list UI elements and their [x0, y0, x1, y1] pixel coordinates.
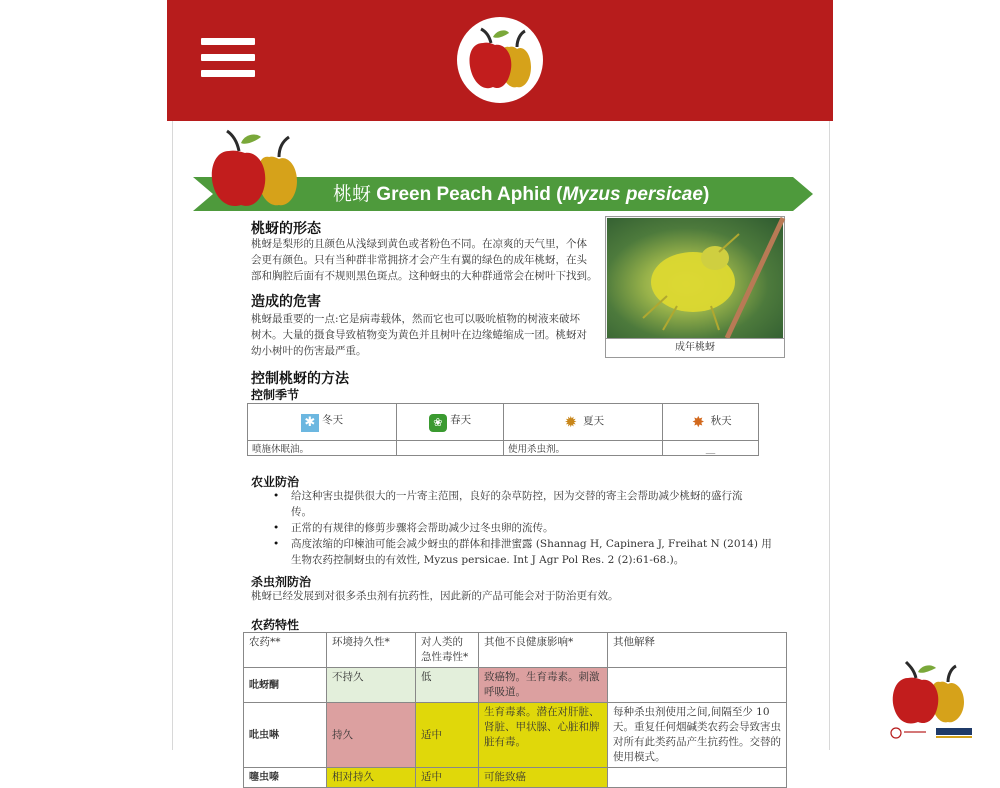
menu-icon[interactable]: [201, 38, 255, 78]
pesticide-name: 噻虫嗪: [244, 768, 327, 788]
list-item: • 给这种害虫提供很大的一片寄主范围，良好的杂草防控，因为交替的寄主会帮助减少桃蚜的盛行流 传。: [273, 488, 773, 520]
photo-caption: 成年桃蚜: [606, 338, 784, 357]
corner-apple-icon: [888, 660, 978, 726]
morphology-text: 桃蚜是梨形的且颜色从浅绿到黄色或者粉色不同。在凉爽的天气里，个体 会更有颜色。只有当种群非常拥挤才会产生有翼的绿色的成年桃蚜，在头 部和胸腔后面有不规则黑色斑点。这种蚜虫的大种群通常会在树叶下找到。: [251, 238, 598, 282]
insecticide-text: 桃蚜已经发展到对很多杀虫剂有抗药性，因此新的产品可能会对于防治更有效。: [251, 590, 619, 602]
pesticide-name: 吡虫啉: [244, 703, 327, 768]
document-page: [172, 121, 830, 783]
persistence-cell: 不持久: [327, 668, 416, 703]
maple-leaf-icon: ✸: [692, 413, 705, 431]
pesticide-heading: 农药特性: [251, 618, 300, 632]
aphid-image: [607, 218, 783, 338]
page-title: 桃蚜 Green Peach Aphid (Myzus persicae): [333, 184, 710, 205]
notes-cell: 每种杀虫剂使用之间,间隔至少 10 天。重复任何烟碱类农药会导致害虫对所有此类药品产生抗药性。交替的使用模式。: [608, 703, 787, 768]
health-cell: 生育毒素。潜在对肝脏、肾脏、甲状腺、心脏和脾脏有毒。: [479, 703, 608, 768]
toxicity-cell: 低: [416, 668, 479, 703]
summer-action: 使用杀虫剂。: [504, 441, 663, 456]
control-season-subheading: 控制季节: [251, 388, 300, 402]
control-heading: 控制桃蚜的方法: [251, 371, 349, 387]
persistence-cell: 持久: [327, 703, 416, 768]
notes-cell: [608, 768, 787, 788]
snowflake-icon: ✱: [301, 414, 319, 432]
season-fall: ✸ 秋天: [663, 404, 759, 441]
pesticide-table: [243, 632, 787, 788]
table-header: 对人类的急性毒性*: [416, 633, 479, 668]
persistence-cell: 相对持久: [327, 768, 416, 788]
list-item: • 正常的有规律的修剪步骤将会帮助减少过冬虫卵的流传。: [273, 520, 773, 536]
season-winter: ✱ 冬天: [248, 404, 397, 441]
health-cell: 可能致癌: [479, 768, 608, 788]
table-row: [244, 703, 787, 768]
table-row: [244, 768, 787, 788]
fall-action: __: [663, 441, 759, 456]
app-frame: [167, 0, 833, 783]
season-table: [247, 403, 759, 456]
damage-heading: 造成的危害: [251, 294, 321, 310]
health-cell: 致癌物。生育毒素。刺激呼吸道。: [479, 668, 608, 703]
table-header: 其他解释: [608, 633, 787, 668]
winter-action: 喷施休眠油。: [248, 441, 397, 456]
notes-cell: [608, 668, 787, 703]
top-bar: [167, 0, 833, 121]
apple-logo-icon: [207, 129, 307, 211]
partner-logos: [888, 726, 978, 740]
damage-text: 桃蚜最重要的一点:它是病毒载体，然而它也可以吸吮植物的树液来破坏 树木。大量的摄食导致植物变为黄色并且树叶在边缘蜷缩成一团。桃蚜对 幼小树叶的伤害最严重。: [251, 313, 587, 357]
toxicity-cell: 适中: [416, 703, 479, 768]
season-spring: ❀ 春天: [397, 404, 504, 441]
sun-icon: ✹: [564, 413, 578, 431]
app-logo[interactable]: [457, 17, 543, 103]
table-header: 环境持久性*: [327, 633, 416, 668]
table-header: 农药**: [244, 633, 327, 668]
leaf-icon: ❀: [429, 414, 447, 432]
insecticide-heading: 杀虫剂防治: [251, 575, 312, 589]
morphology-heading: 桃蚜的形态: [251, 221, 321, 237]
season-summer: ✹ 夏天: [504, 404, 663, 441]
spring-action: [397, 441, 504, 456]
pesticide-name: 吡蚜酮: [244, 668, 327, 703]
cultural-list: [273, 488, 773, 568]
corner-logo: [888, 660, 978, 742]
toxicity-cell: 适中: [416, 768, 479, 788]
table-row: [244, 668, 787, 703]
table-header: 其他不良健康影响*: [479, 633, 608, 668]
list-item: • 高度浓缩的印楝油可能会减少蚜虫的群体和排泄蜜露 (Shannag H, Capinera J, Freihat N (2014) 用 生物农药控制蚜虫的有效性, Myzus persicae. Int J Agr Pol Res. 2 (2):61-68.)。: [273, 536, 773, 568]
aphid-photo: [605, 216, 785, 358]
cultural-heading: 农业防治: [251, 475, 300, 489]
table-header-row: [244, 633, 787, 668]
